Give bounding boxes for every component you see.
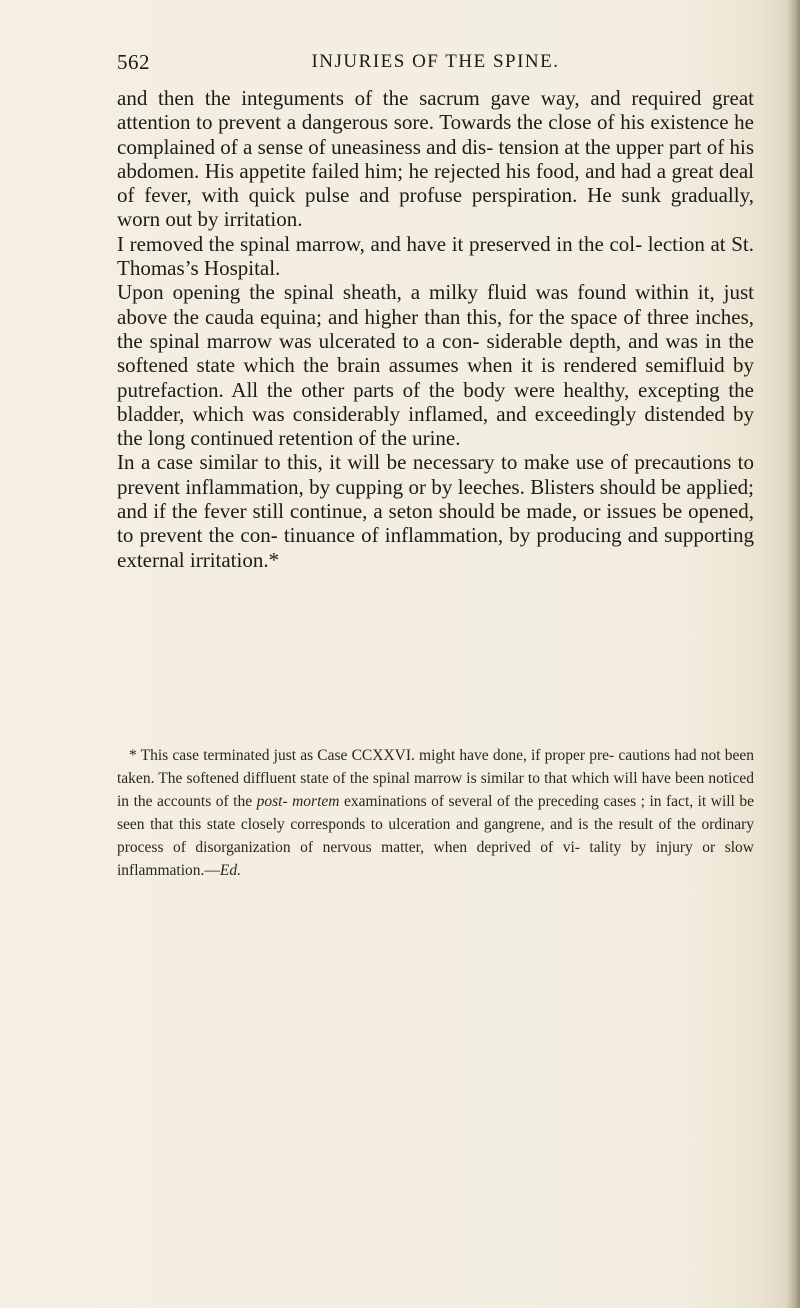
paragraph-continuation: and then the integuments of the sacrum gave way, and required great attention to prevent a dangerous sore. Towards the close of his existence he complained of a sense of uneasiness and dis- tension at the upper part of his abdomen. His appetite failed him; he rejected his food, and had a great deal of fever, with quick pulse and profuse perspiration. He sunk gradually, worn out by irritation. bbox=[117, 86, 754, 232]
footnote-text-2: examinations of several of the preceding cases ; in fact, it will be seen that this state closely corresponds to ulceration and gangrene, and is the result of the ordinary process of disorganization of nervous matter, when deprived of vi- tality by injury or slow inflammation.— bbox=[117, 793, 754, 879]
page-edge-shadow bbox=[786, 0, 800, 1308]
page-number: 562 bbox=[117, 50, 150, 74]
footnote bbox=[117, 744, 754, 882]
paragraph-spinal-marrow-preserved: I removed the spinal marrow, and have it preserved in the col- lection at St. Thomas’s Hospital. bbox=[117, 231, 754, 281]
paragraph-post-mortem-findings: Upon opening the spinal sheath, a milky fluid was found within it, just above the cauda equina; and higher than this, for the space of three inches, the spinal marrow was ulcerated to a con- siderable depth, and was in the softened state which the brain assumes when it is rendered semifluid by putrefaction. All the other parts of the body were healthy, excepting the bladder, which was considerably inflamed, and exceedingly distended by the long continued retention of the urine. bbox=[117, 280, 754, 451]
footnote-editor-signature: Ed. bbox=[219, 862, 241, 879]
running-head: INJURIES OF THE SPINE. bbox=[311, 51, 560, 72]
footnote-text-1: * This case terminated just as Case CCXXVI. might have done, if proper pre- cautions had not been taken. The softened diffluent state of the spinal marrow is similar to that which will have been noticed in the accounts of the bbox=[117, 747, 754, 810]
paragraph-treatment-advice: In a case similar to this, it will be necessary to make use of precautions to prevent inflammation, by cupping or by leeches. Blisters should be applied; and if the fever still continue, a seton should be made, or issues be opened, to prevent the con- tinuance of inflammation, by producing and supporting external irritation.* bbox=[117, 450, 754, 572]
footnote-paragraph bbox=[117, 744, 754, 882]
body-text bbox=[117, 86, 754, 572]
footnote-italic-term: post- mortem bbox=[256, 793, 340, 810]
page-header bbox=[117, 50, 754, 80]
